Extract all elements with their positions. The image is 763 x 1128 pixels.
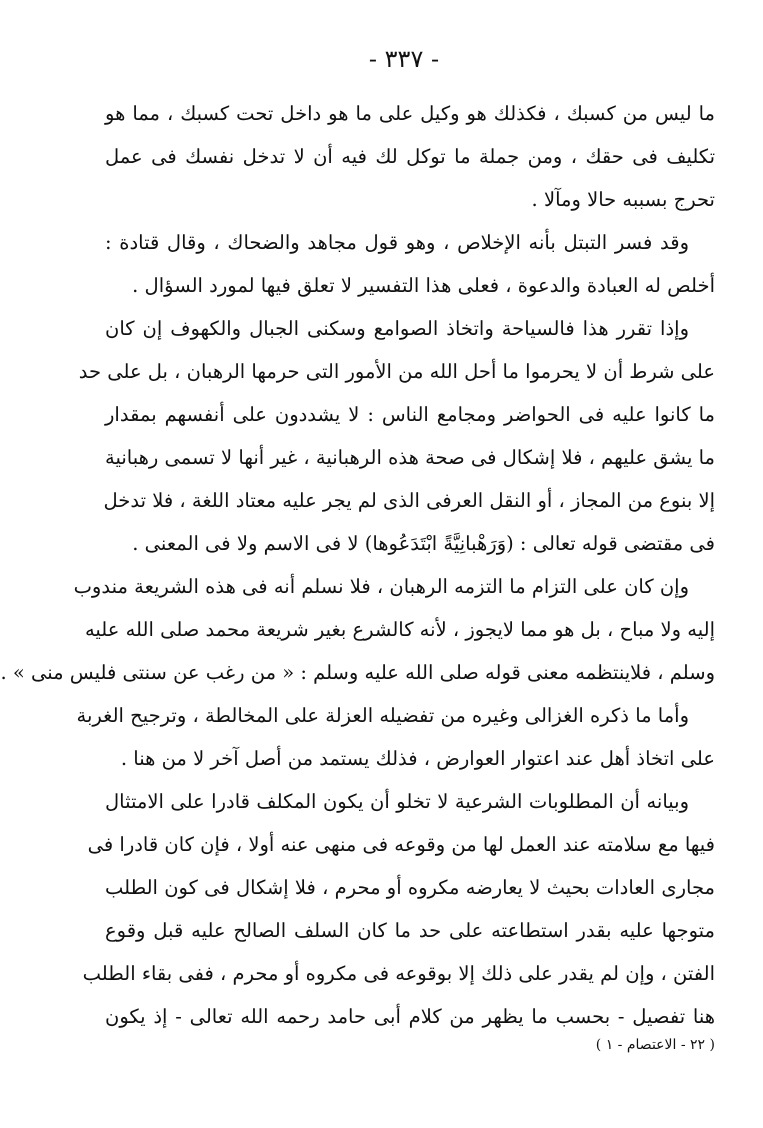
text-line: الفتن ، وإن لم يقدر على ذلك إلا بوقوعه فى مكروه أو محرم ، ففى بقاء الطلب <box>82 962 715 985</box>
page-body <box>0 92 715 1038</box>
text-line: متوجها عليه بقدر استطاعته على حد ما كان السلف الصالح عليه قبل وقوع <box>105 919 715 942</box>
text-line: فى مقتضى قوله تعالى : (وَرَهْبانِيَّةً ابْتَدَعُوها) لا فى الاسم ولا فى المعنى . <box>132 532 715 555</box>
printer-signature: ( ٢٢ - الاعتصام - ١ ) <box>595 1037 715 1053</box>
text-line: إلا بنوع من المجاز ، أو النقل العرفى الذى لم يجر عليه معتاد اللغة ، فلا تدخل <box>103 489 715 512</box>
text-line: مجارى العادات بحيث لا يعارضه مكروه أو محرم ، فلا إشكال فى كون الطلب <box>105 876 715 899</box>
text-line: فيها مع سلامته عند العمل لها من وقوعه فى منهى عنه أولا ، فإن كان قادرا فى <box>87 833 715 856</box>
page-number: - ٣٣٧ - <box>368 45 440 73</box>
text-line: على شرط أن لا يحرموا ما أحل الله من الأمور التى حرمها الرهبان ، بل على حد <box>78 360 715 383</box>
text-line: إليه ولا مباح ، بل هو مما لايجوز ، لأنه كالشرع بغير شريعة محمد صلى الله عليه <box>84 618 715 641</box>
text-line: ما كانوا عليه فى الحواضر ومجامع الناس : لا يشددون على أنفسهم بمقدار <box>105 403 715 426</box>
text-line: تكليف فى حقك ، ومن جملة ما توكل لك فيه أن لا تدخل نفسك فى عمل <box>105 145 715 168</box>
text-line: وبيانه أن المطلوبات الشرعية لا تخلو أن يكون المكلف قادرا على الامتثال <box>105 790 689 813</box>
text-line: ما يشق عليهم ، فلا إشكال فى صحة هذه الرهبانية ، غير أنها لا تسمى رهبانية <box>105 446 715 469</box>
text-line: أخلص له العبادة والدعوة ، فعلى هذا التفسير لا تعلق فيها لمورد السؤال . <box>132 274 715 297</box>
text-line: هنا تفصيل - بحسب ما يظهر من كلام أبى حامد رحمه الله تعالى - إذ يكون <box>105 1005 715 1028</box>
text-line: وقد فسر التبتل بأنه الإخلاص ، وهو قول مجاهد والضحاك ، وقال قتادة : <box>105 231 689 254</box>
text-line: وإذا تقرر هذا فالسياحة واتخاذ الصوامع وسكنى الجبال والكهوف إن كان <box>105 317 689 340</box>
text-line: على اتخاذ أهل عند اعتوار العوارض ، فذلك يستمد من أصل آخر لا من هنا . <box>120 747 715 770</box>
text-line: ما ليس من كسبك ، فكذلك هو وكيل على ما هو داخل تحت كسبك ، مما هو <box>105 102 715 125</box>
text-line: وسلم ، فلاينتظمه معنى قوله صلى الله عليه وسلم : « من رغب عن سنتى فليس منى » . <box>0 661 715 684</box>
text-line: وإن كان على التزام ما التزمه الرهبان ، فلا نسلم أنه فى هذه الشريعة مندوب <box>73 575 689 598</box>
text-line: وأما ما ذكره الغزالى وغيره من تفضيله العزلة على المخالطة ، وترجيح الغربة <box>76 704 689 727</box>
text-line: تحرج بسببه حالا ومآلا . <box>531 188 715 211</box>
